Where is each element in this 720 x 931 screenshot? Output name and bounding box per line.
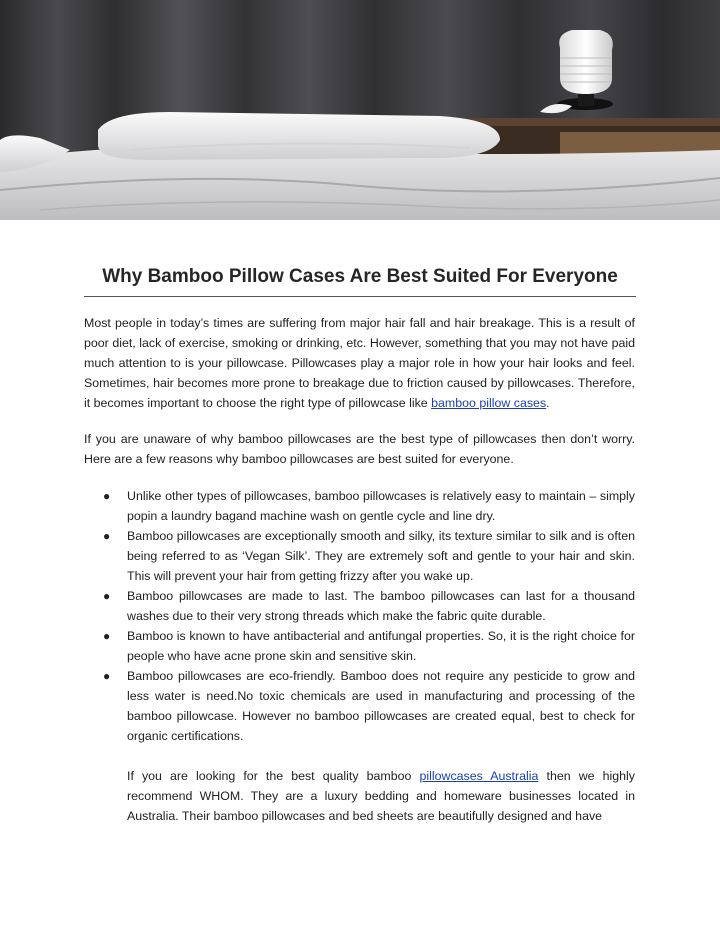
article-body	[84, 313, 635, 826]
list-item	[84, 526, 635, 586]
bullet-icon: ●	[103, 489, 111, 503]
article-title: Why Bamboo Pillow Cases Are Best Suited For Everyone	[102, 266, 618, 287]
pillowcases-australia-link[interactable]: pillowcases Australia	[419, 769, 539, 783]
list-item	[84, 626, 635, 666]
recommendation-end: then we highly recommend WHOM. They are a luxury bedding and homeware businesses located in Australia. Their bamboo pillowcases and bed sheets are beautifully designed and have	[127, 769, 635, 823]
list-item-text: Bamboo pillowcases are eco-friendly. Bamboo does not require any pesticide to grow and less water is need.No toxic chemicals are used in manufacturing and processing of the bamboo pillowcase. However no bamboo pillowcases are created equal, best to check for organic certifications.	[127, 669, 635, 743]
list-item	[84, 586, 635, 626]
reasons-intro-paragraph: If you are unaware of why bamboo pillowcases are the best type of pillowcases then don’t worry. Here are a few reasons why bamboo pillowcases are best suited for everyone.	[84, 432, 635, 466]
list-item	[84, 486, 635, 526]
list-item-text: Bamboo pillowcases are made to last. The bamboo pillowcases can last for a thousand washes due to their very strong threads which make the fabric quite durable.	[127, 589, 635, 623]
bullet-icon: ●	[103, 589, 111, 603]
reasons-list	[84, 486, 635, 746]
intro-end: .	[546, 396, 550, 410]
bullet-icon: ●	[103, 629, 111, 643]
title-divider	[84, 296, 636, 297]
recommendation-start: If you are looking for the best quality bamboo	[127, 769, 420, 783]
bed-pillow-photo-icon	[0, 0, 720, 220]
hero-image	[0, 0, 720, 220]
bullet-icon: ●	[103, 669, 111, 683]
list-item	[84, 666, 635, 746]
bamboo-pillow-cases-link[interactable]: bamboo pillow cases	[431, 396, 547, 410]
list-item-text: Bamboo is known to have antibacterial and antifungal properties. So, it is the right choice for people who have acne prone skin and sensitive skin.	[127, 629, 635, 663]
list-item-text: Bamboo pillowcases are exceptionally smooth and silky, its texture similar to silk and is often being referred to as ‘Vegan Silk’. They are extremely soft and gentle to your hair and skin. This will prevent your hair from getting frizzy after you wake up.	[127, 529, 635, 583]
bullet-icon: ●	[103, 529, 111, 543]
recommendation-paragraph	[84, 766, 635, 826]
list-item-text: Unlike other types of pillowcases, bamboo pillowcases is relatively easy to maintain – simply popin a laundry bagand machine wash on gentle cycle and line dry.	[127, 489, 635, 523]
intro-text: Most people in today’s times are suffering from major hair fall and hair breakage. This is a result of poor diet, lack of exercise, smoking or drinking, etc. However, something that you may not have paid much attention to is your pillowcase. Pillowcases play a major role in how your hair looks and feel. Sometimes, hair becomes more prone to breakage due to friction caused by pillowcases. Therefore, it becomes important to choose the right type of pillowcase like	[84, 316, 635, 410]
intro-paragraph	[84, 313, 635, 413]
